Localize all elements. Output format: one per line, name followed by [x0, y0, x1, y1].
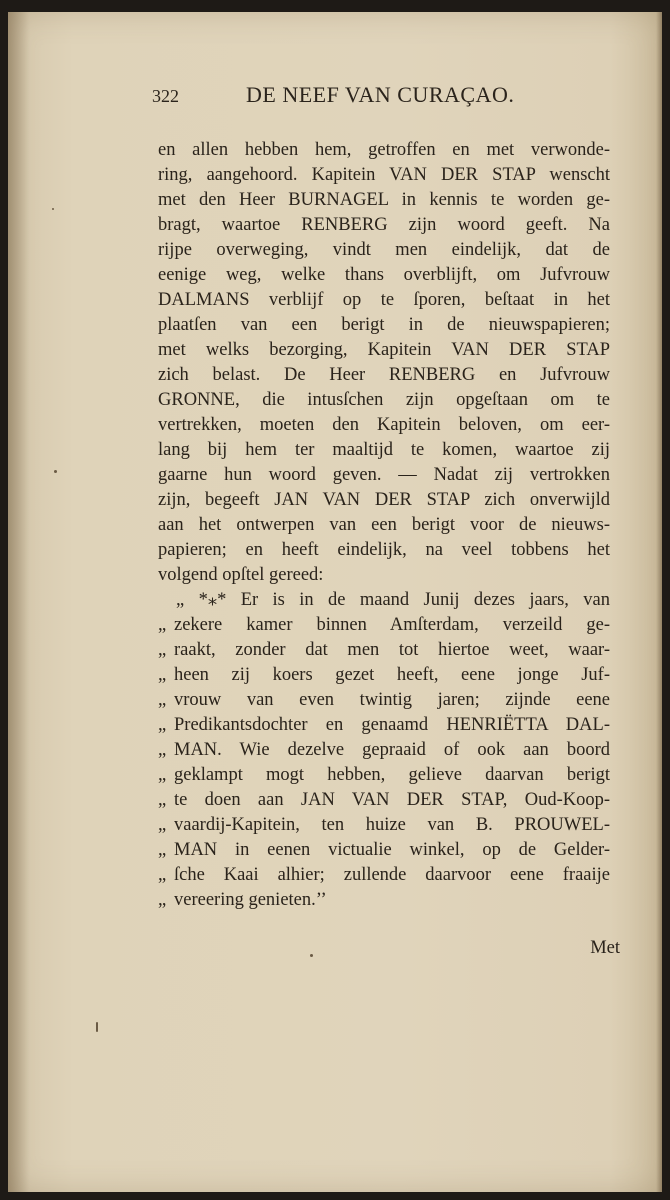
page-gutter-shadow [8, 12, 30, 1192]
quote-mark: „ [158, 790, 167, 810]
quote-mark: „ [158, 890, 167, 910]
quote-line-text: vrouw van even twintig jaren; zijnde eene [174, 690, 610, 710]
quote-mark: „ [158, 765, 167, 785]
page-edge-shadow [656, 12, 662, 1192]
quote-line [158, 638, 610, 663]
quote-line [158, 838, 610, 863]
quote-line [158, 863, 610, 888]
page-number: 322 [152, 86, 179, 106]
quote-line-text: „ *⁎* Er is in de maand Junij dezes jaars, van [176, 590, 610, 610]
quote-mark: „ [158, 815, 167, 835]
text-line: met welks bezorging, Kapitein VAN DER STAP [158, 340, 610, 360]
quote-line-text: geklampt mogt hebben, gelieve daarvan berigt [174, 765, 610, 785]
page-header [150, 82, 530, 114]
quote-line-text: vaardij-Kapitein, ten huize van B. PROUWEL- [174, 815, 610, 835]
quote-line [158, 738, 610, 763]
running-title: DE NEEF VAN CURAÇAO. [246, 82, 515, 107]
quote-line [158, 663, 610, 688]
text-line: eenige weg, welke thans overblijft, om Jufvrouw [158, 265, 610, 285]
catchword: Met [590, 938, 620, 958]
quote-line [158, 688, 610, 713]
text-line: rijpe overweging, vindt men eindelijk, dat de [158, 240, 610, 260]
quote-line-text: te doen aan JAN VAN DER STAP, Oud-Koop- [174, 790, 610, 810]
quote-line-text: zekere kamer binnen Amſterdam, verzeild ge- [174, 615, 610, 635]
text-line: volgend opſtel gereed: [158, 565, 324, 585]
paper-speck [310, 954, 313, 957]
quote-mark: „ [158, 865, 167, 885]
quote-line-text: ſche Kaai alhier; zullende daarvoor eene fraaije [174, 865, 610, 885]
text-line: gaarne hun woord geven. — Nadat zij vertrokken [158, 465, 610, 485]
quote-line [158, 888, 610, 913]
quote-mark: „ [158, 690, 167, 710]
quote-line-text: heen zij koers gezet heeft, eene jonge Juf- [174, 665, 610, 685]
text-line: papieren; en heeft eindelijk, na veel tobbens het [158, 540, 610, 560]
text-line: bragt, waartoe RENBERG zijn woord geeft. Na [158, 215, 610, 235]
quote-line-text: MAN. Wie dezelve gepraaid of ook aan boord [174, 740, 610, 760]
body-text [158, 138, 610, 913]
quote-line [158, 713, 610, 738]
quote-line-text: Predikantsdochter en genaamd HENRIËTTA DAL- [174, 715, 610, 735]
quote-line [158, 588, 610, 613]
quote-mark: „ [158, 840, 167, 860]
quote-line-text: vereering genieten.’’ [174, 890, 327, 910]
quote-line [158, 788, 610, 813]
quote-line [158, 813, 610, 838]
quote-line-text: MAN in eenen victualie winkel, op de Gelder- [174, 840, 610, 860]
paper-speck [54, 470, 57, 473]
quote-mark: „ [158, 640, 167, 660]
text-line: zich belast. De Heer RENBERG en Jufvrouw [158, 365, 610, 385]
text-line: GRONNE, die intusſchen zijn opgeſtaan om te [158, 390, 610, 410]
text-line: zijn, begeeft JAN VAN DER STAP zich onverwijld [158, 490, 610, 510]
text-line: vertrekken, moeten den Kapitein beloven, om eer- [158, 415, 610, 435]
quote-line [158, 613, 610, 638]
quote-line-text: raakt, zonder dat men tot hiertoe weet, waar- [174, 640, 610, 660]
quote-mark: „ [158, 665, 167, 685]
book-page [8, 12, 662, 1192]
text-line: en allen hebben hem, getroffen en met verwonde- [158, 140, 610, 160]
text-line: met den Heer BURNAGEL in kennis te worden ge- [158, 190, 610, 210]
text-line: ring, aangehoord. Kapitein VAN DER STAP wenscht [158, 165, 610, 185]
text-line: lang bij hem ter maaltijd te komen, waartoe zij [158, 440, 610, 460]
paper-speck [52, 208, 54, 210]
text-line: plaatſen van een berigt in de nieuwspapieren; [158, 315, 610, 335]
quote-mark: „ [158, 615, 167, 635]
quote-mark: „ [158, 740, 167, 760]
text-line: aan het ontwerpen van een berigt voor de nieuws- [158, 515, 610, 535]
quote-mark: „ [158, 715, 167, 735]
quote-line [158, 763, 610, 788]
paper-speck [96, 1022, 98, 1032]
text-line: DALMANS verblijf op te ſporen, beſtaat in het [158, 290, 610, 310]
